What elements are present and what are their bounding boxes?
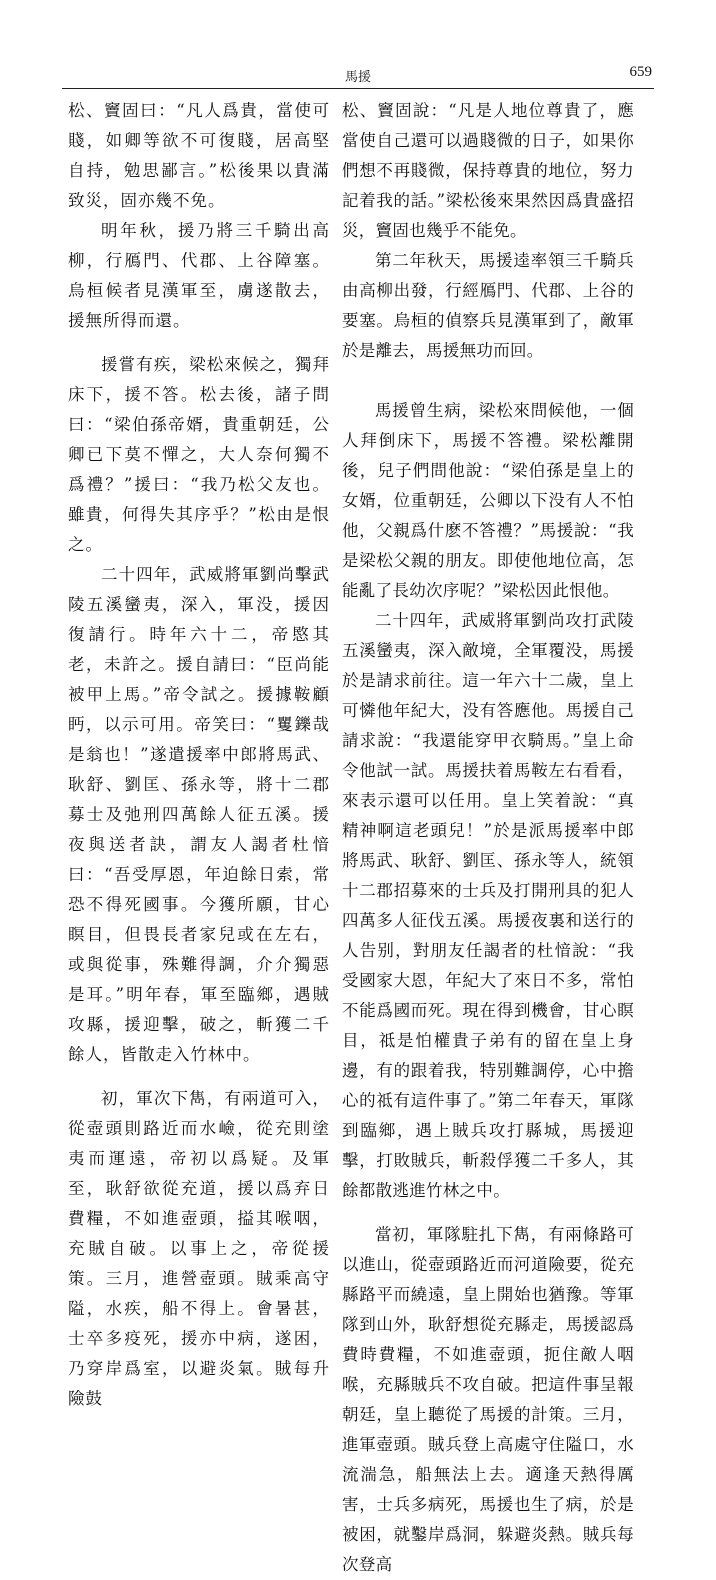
classical-paragraph-1: 松、竇固曰：“凡人爲貴，當使可賤，如卿等欲不可復賤，居高堅自持，勉思鄙言。”松後果以貴滿致災，固亦幾不免。 (68, 101, 330, 210)
classical-text-column (68, 96, 330, 1408)
translation-column (342, 96, 634, 1574)
page-number: 659 (629, 64, 652, 80)
translation-paragraph-2: 第二年秋天，馬援逵率領三千騎兵由高柳出發，行經鴈門、代郡、上谷的要塞。烏桓的偵察兵見漢軍到了，敵軍於是離去，馬援無功而回。 (342, 251, 634, 360)
translation-paragraph-5: 當初，軍隊駐扎下雋，有兩條路可以進山，從壺頭路近而河道險要，從充縣路平而繞遠，皇上開始也猶豫。等軍隊到山外，耿舒想從充縣走，馬援認爲費時費糧，不如進壺頭，扼住敵人咽喉，充縣賊兵不攻自破。把這件事呈報朝廷，皇上聽從了馬援的計策。三月，進軍壺頭。賊兵登上高處守住隘口，水流湍急，船無法上去。適逢天熱得厲害，士兵多病死，馬援也生了病，於是被困，就鑿岸爲洞，躲避炎熱。賊兵每次登高 (342, 1225, 634, 1574)
classical-paragraph-5: 初，軍次下雋，有兩道可入，從壺頭則路近而水嶮，從充則塗夷而運遠，帝初以爲疑。及軍至，耿舒欲從充道，援以爲弃日費糧，不如進壺頭，搤其喉咽，充賊自破。以事上之，帝從援策。三月，進營壺頭。賊乘高守隘，水疾，船不得上。會暑甚，士卒多疫死，援亦中病，遂困，乃穿岸爲室，以避炎氣。賊每升險鼓 (68, 1089, 330, 1408)
classical-paragraph-3: 援嘗有疾，梁松來候之，獨拜床下，援不答。松去後，諸子問曰：“梁伯孫帝婿，貴重朝廷，公卿已下莫不憚之，大人奈何獨不爲禮？”援曰：“我乃松父友也。雖貴，何得失其序乎？”松由是恨之。 (68, 355, 330, 554)
page-header (62, 60, 654, 89)
translation-paragraph-4: 二十四年，武威將軍劉尚攻打武陵五溪蠻夷，深入敵境，全軍覆没，馬援於是請求前往。這一年六十二歲，皇上可憐他年紀大，没有答應他。馬援自己請求說：“我還能穿甲衣騎馬。”皇上命令他試一試。馬援扶着馬鞍左右看看，來表示還可以任用。皇上笑着說：“真精神啊這老頭兒！”於是派馬援率中郎將馬武、耿舒、劉匡、孫永等人，統領十二郡招募來的士兵及打開刑具的犯人四萬多人征伐五溪。馬援夜裏和送行的人告别，對朋友任謁者的杜愔說：“我受國家大恩，年紀大了來日不多，常怕不能爲國而死。現在得到機會，甘心瞑目，祗是怕權貴子弟有的留在皇上身邊，有的跟着我，特别難調停，心中擔心的祗有這件事了。”第二年春天，軍隊到臨鄉，遇上賊兵攻打縣城，馬援迎擊，打敗賊兵，斬殺俘獲二千多人，其餘都散逃進竹林之中。 (342, 611, 634, 1200)
running-title: 馬援 (344, 70, 371, 85)
translation-paragraph-3: 馬援曾生病，梁松來問候他，一個人拜倒床下，馬援不答禮。梁松離開後，兒子們問他說：“梁伯孫是皇上的女婿，位重朝廷，公卿以下没有人不怕他，父親爲什麽不答禮？”馬援說：“我是梁松父親的朋友。即使他地位高，怎能亂了長幼次序呢？”梁松因此恨他。 (342, 401, 634, 600)
classical-paragraph-2: 明年秋，援乃將三千騎出高柳，行鴈門、代郡、上谷障塞。烏桓候者見漢軍至，虜遂散去，援無所得而還。 (68, 221, 330, 330)
classical-paragraph-4: 二十四年，武威將軍劉尚擊武陵五溪蠻夷，深入，軍没，援因復請行。時年六十二，帝愍其老，未許之。援自請曰：“臣尚能被甲上馬。”帝令試之。援據鞍顧眄，以示可用。帝笑曰：“矍鑠哉是翁也！”遂遣援率中郎將馬武、耿舒、劉匡、孫永等，將十二郡募士及弛刑四萬餘人征五溪。援夜與送者訣，謂友人謁者杜愔曰：“吾受厚恩，年迫餘日索，常恐不得死國事。今獲所願，甘心瞑目，但畏長者家兒或在左右，或與從事，殊難得調，介介獨惡是耳。”明年春，軍至臨鄉，遇賊攻縣，援迎擊，破之，斬獲二千餘人，皆散走入竹林中。 (68, 565, 330, 1064)
translation-paragraph-1: 松、竇固說：“凡是人地位尊貴了，應當使自己還可以過賤微的日子，如果你們想不再賤微，保持尊貴的地位，努力記着我的話。”梁松後來果然因爲貴盛招災，竇固也幾乎不能免。 (342, 101, 634, 240)
